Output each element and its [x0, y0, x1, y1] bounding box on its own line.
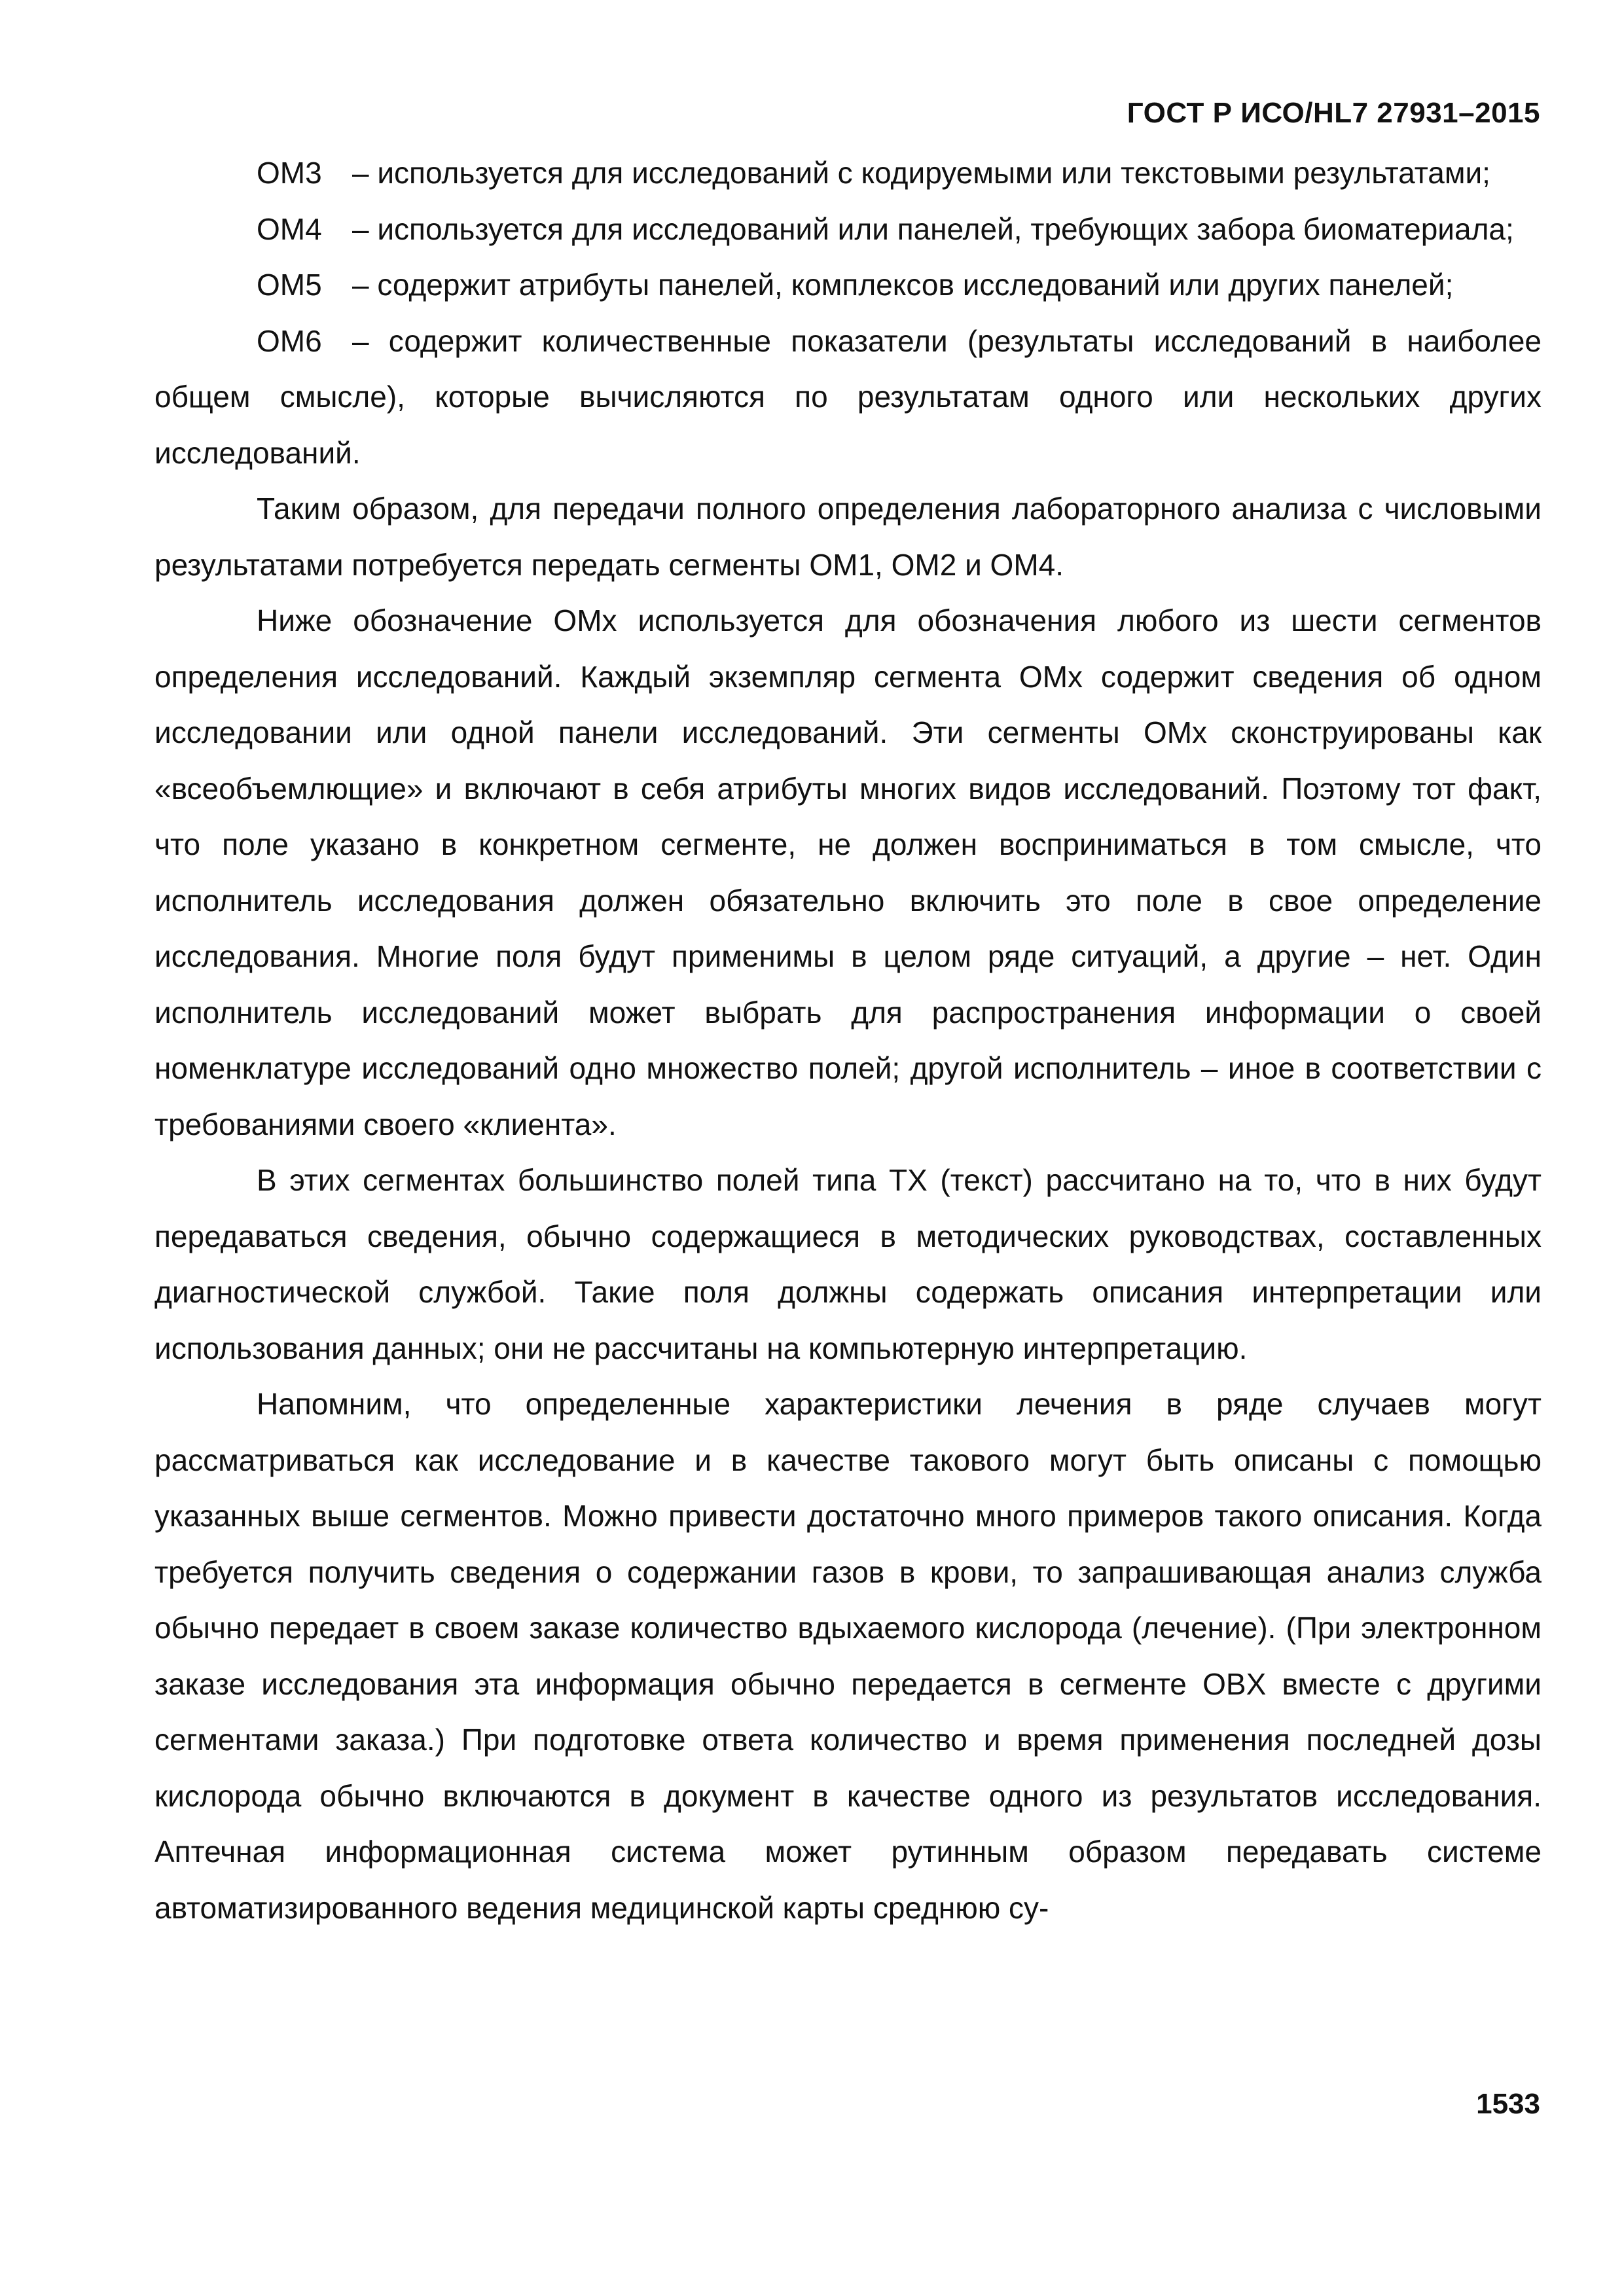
definition-om3 [154, 145, 1542, 202]
definition-text: – содержит атрибуты панелей, комплексов исследований или других панелей; [352, 268, 1454, 302]
paragraph: Ниже обозначение ОМх используется для обозначения любого из шести сегментов определения исследований. Каждый экземпляр сегмента ОМх содержит сведения об одном исследовании или одной панели исследований. Эти сегменты ОМх сконструированы как «всеобъемлющие» и включают в себя атрибуты многих видов исследований. Поэтому тот факт, что поле указано в конкретном сегменте, не должен восприниматься в том смысле, что исполнитель исследования должен обязательно включить это поле в свое определение исследования. Многие поля будут применимы в целом ряде ситуаций, а другие – нет. Один исполнитель исследований может выбрать для распространения информации о своей номенклатуре исследований одно множество полей; другой исполнитель – иное в соответствии с требованиями своего «клиента». [154, 603, 1542, 1141]
page-number: 1533 [1476, 2088, 1540, 2120]
definition-text: – содержит количественные показатели (результаты исследований в наиболее общем смысле), которые вычисляются по результатам одного или нескольких других исследований. [154, 323, 1542, 470]
document-header: ГОСТ Р ИСО/HL7 27931–2015 [1127, 97, 1540, 129]
definition-om4 [154, 202, 1542, 258]
paragraph: Напомним, что определенные характеристики лечения в ряде случаев могут рассматриваться как исследование и в качестве такового могут быть описаны с помощью указанных выше сегментов. Можно привести достаточно много примеров такого описания. Когда требуется получить сведения о содержании газов в крови, то запрашивающая анализ служба обычно передает в своем заказе количество вдыхаемого кислорода (лечение). (При электронном заказе исследования эта информация обычно передается в сегменте OBX вместе с другими сегментами заказа.) При подготовке ответа количество и время применения последней дозы кислорода обычно включаются в документ в качестве одного из результатов исследования. Аптечная информационная система может рутинным образом передавать системе автоматизированного ведения медицинской карты среднюю су- [154, 1387, 1542, 1925]
definition-code: ОМ3 [257, 156, 322, 190]
document-body [154, 145, 1542, 1936]
paragraph: В этих сегментах большинство полей типа ТХ (текст) рассчитано на то, что в них будут передаваться сведения, обычно содержащиеся в методических руководствах, составленных диагностической службой. Такие поля должны содержать описания интерпретации или использования данных; они не рассчитаны на компьютерную интерпретацию. [154, 1163, 1542, 1365]
paragraph: Таким образом, для передачи полного определения лабораторного анализа с числовыми результатами потребуется передать сегменты ОМ1, ОМ2 и ОМ4. [154, 492, 1542, 582]
definition-code: ОМ4 [257, 211, 322, 246]
definition-text: – используется для исследований с кодируемыми или текстовыми результатами; [352, 156, 1490, 190]
definition-om6 [154, 314, 1542, 482]
definition-code: ОМ5 [257, 268, 322, 302]
definition-om5 [154, 257, 1542, 314]
definition-code: ОМ6 [257, 323, 322, 358]
definition-text: – используется для исследований или панелей, требующих забора биоматериала; [352, 211, 1514, 246]
